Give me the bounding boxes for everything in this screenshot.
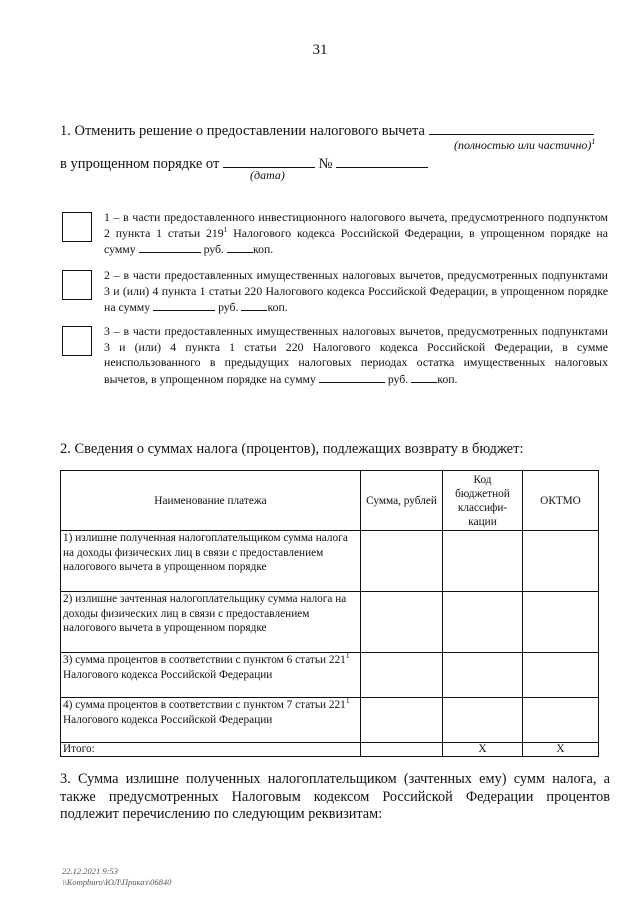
section2-title: 2. Сведения о суммах налога (процентов), подлежащих возврату в бюджет: — [60, 441, 524, 457]
option1-kop-field[interactable] — [227, 241, 253, 253]
header-payment-name: Наименование платежа — [61, 471, 361, 531]
row1-oktmo-cell[interactable] — [523, 531, 599, 592]
row3-oktmo-cell[interactable] — [523, 653, 599, 698]
total-label: Итого: — [61, 743, 361, 757]
option2-rub-label: руб. — [218, 300, 239, 314]
option2-checkbox[interactable] — [62, 270, 92, 300]
option1-text — [104, 210, 608, 258]
row2-name: 2) излишне зачтенная налогоплательщику сумма налога на доходы физических лиц в связи с предоставлением налогового вычета в упрощенном порядке — [61, 592, 361, 653]
header-sum: Сумма, рублей — [361, 471, 443, 531]
row3-kbk-cell[interactable] — [443, 653, 523, 698]
header-kbk: Код бюджетной классифи-кации — [443, 471, 523, 531]
table-row — [61, 592, 599, 653]
total-kbk-mark: Х — [443, 743, 523, 757]
option3-rub-field[interactable] — [319, 371, 385, 383]
section3-text: 3. Сумма излишне полученных налогоплательщиком (зачтенных ему) сумм налога, а также предусмотренных Налоговым кодексом Российской Федерации процентов подлежит перечислению по следующим реквизитам: — [60, 771, 610, 822]
total-oktmo-mark: Х — [523, 743, 599, 757]
section1-line2 — [60, 153, 428, 173]
row4-name-part1: 4) сумма процентов в соответствии с пунктом 7 статьи 221 — [63, 699, 346, 711]
option1-text-part1: 1 – в части предоставленного инвестиционного налогового вычета, предусмотренного подпунктом 2 пункта 1 статьи 219 — [104, 210, 608, 240]
table-header-row — [61, 471, 599, 531]
date-hint: (дата) — [250, 168, 285, 182]
document-footer — [62, 866, 171, 888]
option2-text — [104, 268, 608, 316]
number-sign: № — [318, 156, 333, 172]
option3-text-part1: 3 – в части предоставленных имущественных налоговых вычетов, предусмотренных подпунктами 3 и (или) 4 пункта 1 статьи 220 Налогового кодекса Российской Федерации, в сумме неиспользованного в предыдущих налоговых периодах остатка имущественных налоговых вычетов, в упрощенном порядке на сумму — [104, 324, 608, 386]
header-oktmo: ОКТМО — [523, 471, 599, 531]
decision-number-field[interactable] — [336, 153, 428, 168]
row1-kbk-cell[interactable] — [443, 531, 523, 592]
row4-name — [61, 698, 361, 743]
option2-kop-label: коп. — [267, 300, 288, 314]
scope-hint-footnote: 1 — [591, 137, 596, 146]
decision-date-field[interactable] — [223, 153, 315, 168]
option3-checkbox[interactable] — [62, 326, 92, 356]
option1-rub-label: руб. — [203, 242, 224, 256]
deduction-scope-field[interactable] — [429, 120, 594, 135]
option3-kop-field[interactable] — [411, 371, 437, 383]
option1-footnote: 1 — [223, 224, 228, 234]
tax-return-table — [60, 470, 599, 757]
row4-kbk-cell[interactable] — [443, 698, 523, 743]
row4-name-part2: Налогового кодекса Российской Федерации — [63, 713, 273, 726]
option1-text-part2: Налогового кодекса Российской Федерации, в упрощенном порядке на сумму — [104, 225, 608, 256]
table-total-row — [61, 743, 599, 757]
row4-sum-cell[interactable] — [361, 698, 443, 743]
option2-rub-field[interactable] — [153, 299, 215, 311]
table-row — [61, 531, 599, 592]
row2-sum-cell[interactable] — [361, 592, 443, 653]
row1-name: 1) излишне полученная налогоплательщиком сумма налога на доходы физических лиц в связи с предоставлением налогового вычета в упрощенном порядке — [61, 531, 361, 592]
simplified-order-label: в упрощенном порядке от — [60, 156, 220, 172]
option1-rub-field[interactable] — [139, 241, 201, 253]
scope-hint — [454, 137, 595, 153]
row3-name-part2: Налогового кодекса Российской Федерации — [63, 668, 273, 681]
row2-kbk-cell[interactable] — [443, 592, 523, 653]
page-number: 31 — [312, 42, 328, 58]
table-row — [61, 698, 599, 743]
table-row — [61, 653, 599, 698]
option3-kop-label: коп. — [437, 371, 458, 386]
footer-timestamp: 22.12.2021 9:53 — [62, 866, 118, 876]
row1-sum-cell[interactable] — [361, 531, 443, 592]
option1-checkbox[interactable] — [62, 212, 92, 242]
row4-footnote: 1 — [345, 696, 350, 706]
option3-text — [104, 324, 608, 387]
scope-hint-text: (полностью или частично) — [454, 138, 592, 152]
row3-sum-cell[interactable] — [361, 653, 443, 698]
option2-text-part1: 2 – в части предоставленных имущественных налоговых вычетов, предусмотренных подпунктами 3 и (или) 4 пункта 1 статьи 220 Налогового кодекса Российской Федерации, в упрощенном порядке на сумму — [104, 268, 608, 314]
total-sum-cell[interactable] — [361, 743, 443, 757]
row4-oktmo-cell[interactable] — [523, 698, 599, 743]
option1-kop-label: коп. — [252, 242, 274, 256]
row3-name-part1: 3) сумма процентов в соответствии с пунктом 6 статьи 221 — [63, 654, 346, 666]
row2-oktmo-cell[interactable] — [523, 592, 599, 653]
option2-kop-field[interactable] — [241, 299, 267, 311]
option3-rub-label: руб. — [387, 371, 409, 386]
row3-footnote: 1 — [345, 651, 350, 661]
row3-name — [61, 653, 361, 698]
footer-path: \\Kompburo\ЮЛ\Приказ\06840 — [62, 877, 172, 887]
section1-heading: 1. Отменить решение о предоставлении налогового вычета — [60, 123, 425, 139]
